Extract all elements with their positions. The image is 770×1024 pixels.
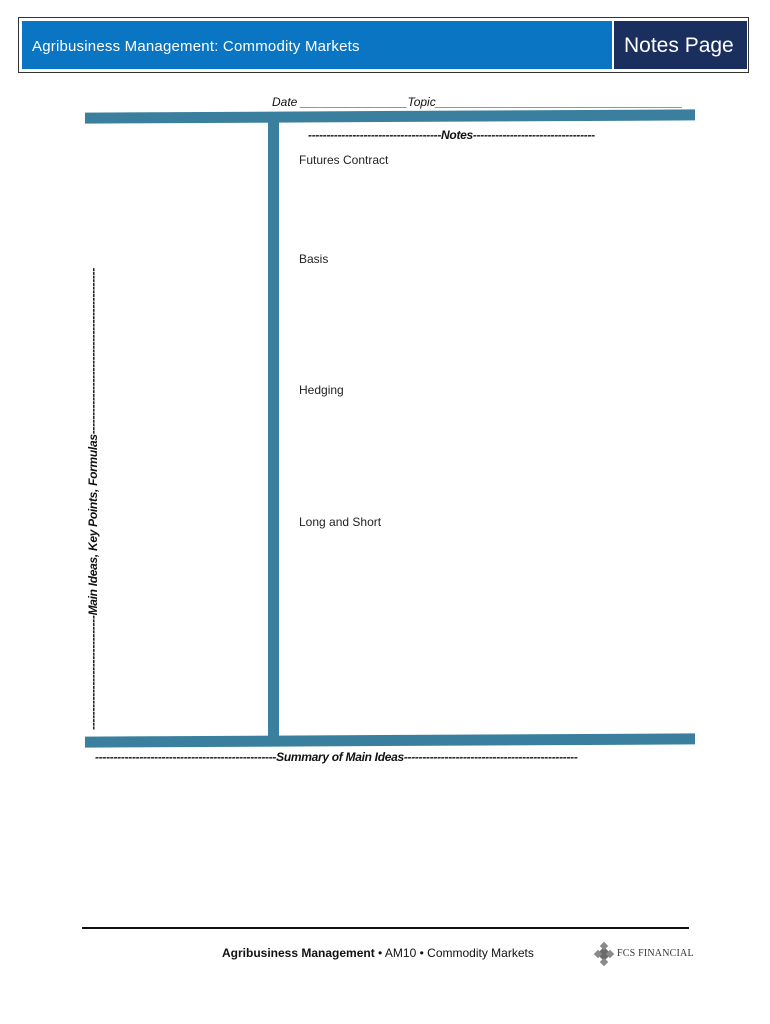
footer-code: AM10 — [384, 946, 417, 960]
footer-topic: Commodity Markets — [427, 946, 534, 960]
note-futures-contract: Futures Contract — [299, 153, 389, 167]
top-rule — [85, 109, 695, 123]
main-ideas-heading: -------------------------------Main Ideas, Key Points, Formulas--------------------------------------------- — [86, 267, 100, 730]
date-topic-line: Date ________________Topic_____________________________________ — [272, 95, 683, 109]
header-title: Agribusiness Management: Commodity Markets — [32, 38, 360, 55]
footer-text — [222, 946, 534, 960]
notes-heading: ------------------------------------Notes--------------------------------- — [308, 128, 595, 142]
note-long-and-short: Long and Short — [299, 515, 382, 529]
footer-rule — [82, 927, 689, 929]
note-hedging: Hedging — [299, 383, 344, 397]
column-divider — [268, 118, 279, 740]
footer-separator: • — [416, 946, 428, 960]
logo-text: FCS FINANCIAL — [617, 948, 694, 959]
summary-heading: -------------------------------------------------Summary of Main Ideas----------------------------------------------- — [95, 750, 578, 764]
footer-separator: • — [374, 946, 385, 960]
note-basis: Basis — [299, 252, 329, 266]
page-label: Notes Page — [624, 34, 734, 57]
bottom-rule — [85, 733, 695, 747]
footer-course: Agribusiness Management — [222, 946, 375, 960]
